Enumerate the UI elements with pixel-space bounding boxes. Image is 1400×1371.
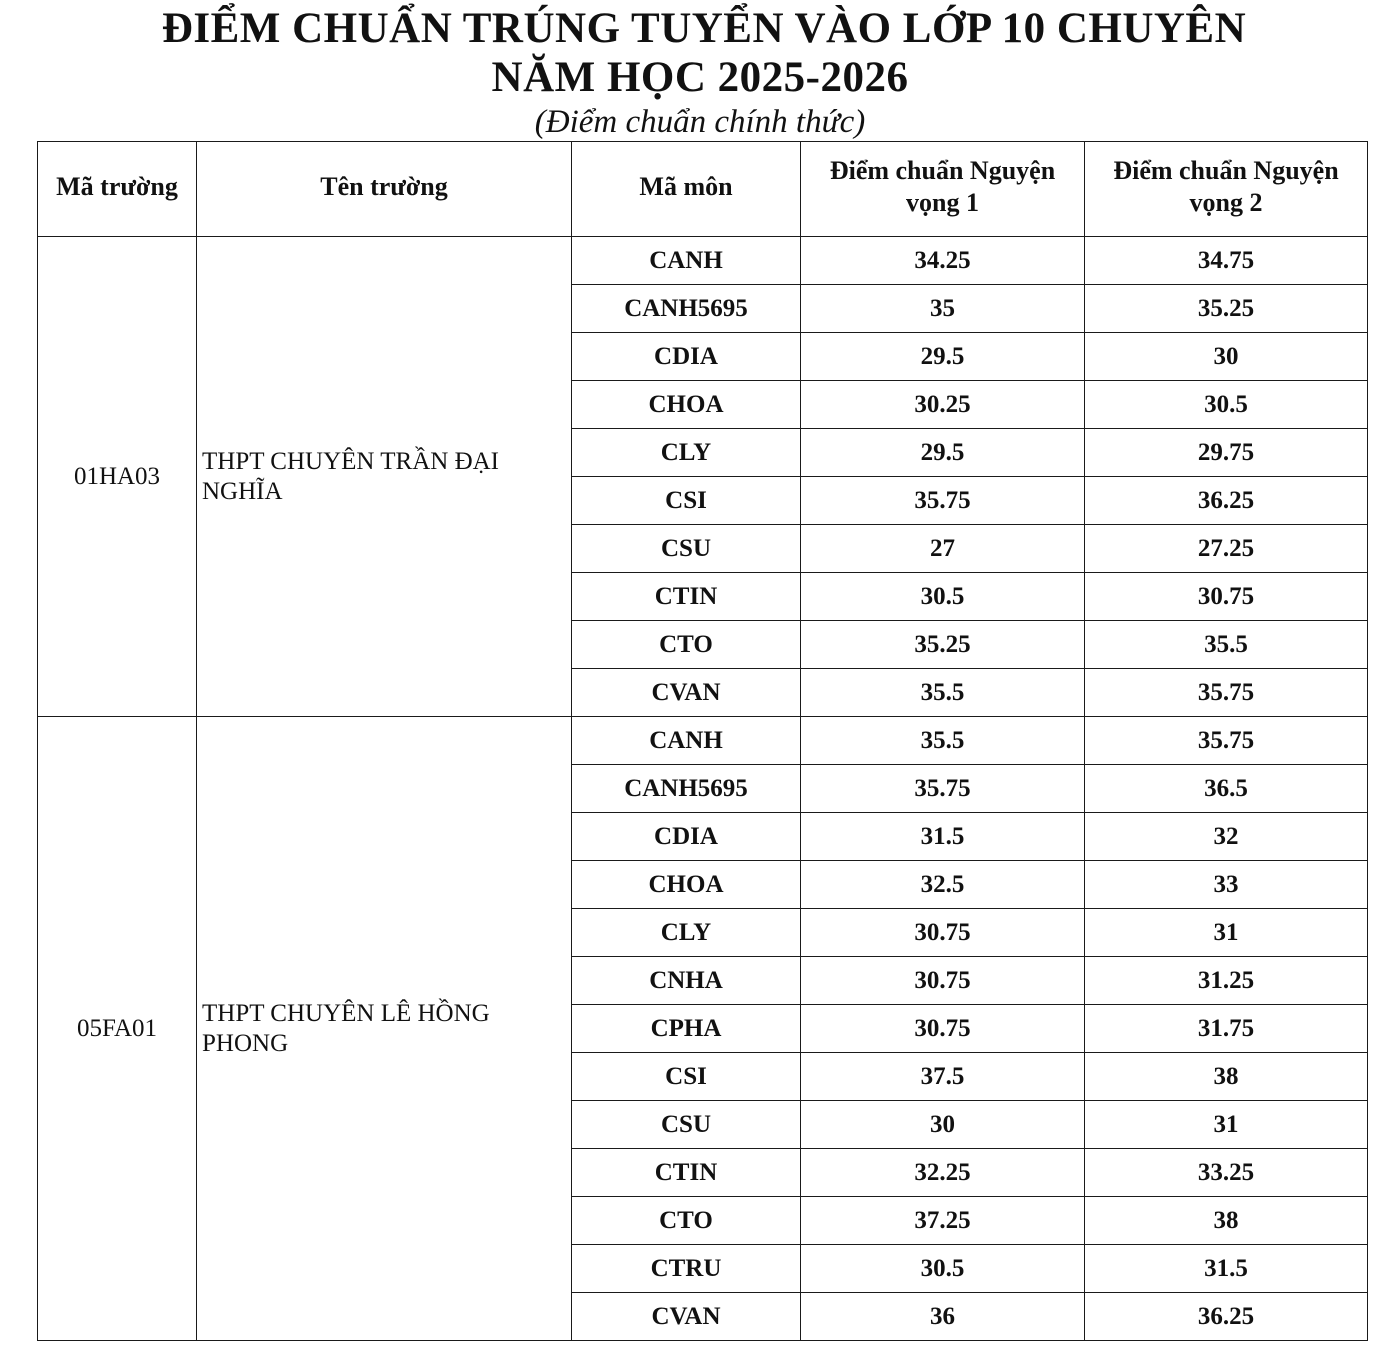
cutoff-nv2-cell: 30 xyxy=(1085,333,1368,381)
school-name-cell: THPT CHUYÊN LÊ HỒNG PHONG xyxy=(197,717,572,1341)
cutoff-nv2-cell: 33.25 xyxy=(1085,1149,1368,1197)
cutoff-nv2-cell: 31.25 xyxy=(1085,957,1368,1005)
subject-code-cell: CANH5695 xyxy=(572,765,801,813)
cutoff-nv2-cell: 31 xyxy=(1085,909,1368,957)
cutoff-nv1-cell: 29.5 xyxy=(801,429,1085,477)
cutoff-score-table xyxy=(37,141,1368,1341)
subject-code-cell: CNHA xyxy=(572,957,801,1005)
subject-code-cell: CSU xyxy=(572,525,801,573)
cutoff-nv1-cell: 30.25 xyxy=(801,381,1085,429)
column-header-cutoff-nv2: Điểm chuẩn Nguyện vọng 2 xyxy=(1085,142,1368,237)
cutoff-nv1-cell: 35.5 xyxy=(801,717,1085,765)
cutoff-nv2-cell: 33 xyxy=(1085,861,1368,909)
subject-code-cell: CTIN xyxy=(572,1149,801,1197)
subject-code-cell: CDIA xyxy=(572,333,801,381)
cutoff-nv1-cell: 30.75 xyxy=(801,909,1085,957)
cutoff-nv1-cell: 30.5 xyxy=(801,1245,1085,1293)
cutoff-nv1-cell: 35.75 xyxy=(801,477,1085,525)
cutoff-nv1-cell: 30 xyxy=(801,1101,1085,1149)
table-row xyxy=(38,237,1368,285)
cutoff-nv1-cell: 35.25 xyxy=(801,621,1085,669)
subject-code-cell: CTRU xyxy=(572,1245,801,1293)
subject-code-cell: CDIA xyxy=(572,813,801,861)
cutoff-nv2-cell: 30.5 xyxy=(1085,381,1368,429)
column-header-school-code: Mã trường xyxy=(38,142,197,237)
header-row xyxy=(38,142,1368,237)
cutoff-nv1-cell: 32.5 xyxy=(801,861,1085,909)
cutoff-nv2-cell: 38 xyxy=(1085,1197,1368,1245)
subject-code-cell: CVAN xyxy=(572,1293,801,1341)
subject-code-cell: CPHA xyxy=(572,1005,801,1053)
cutoff-nv2-cell: 36.25 xyxy=(1085,477,1368,525)
subject-code-cell: CTO xyxy=(572,621,801,669)
column-header-school-name: Tên trường xyxy=(197,142,572,237)
cutoff-nv1-cell: 30.75 xyxy=(801,1005,1085,1053)
cutoff-nv1-cell: 30.75 xyxy=(801,957,1085,1005)
cutoff-nv1-cell: 30.5 xyxy=(801,573,1085,621)
cutoff-nv2-cell: 31.5 xyxy=(1085,1245,1368,1293)
cutoff-nv2-cell: 30.75 xyxy=(1085,573,1368,621)
table-body xyxy=(38,237,1368,1341)
school-code-cell: 05FA01 xyxy=(38,717,197,1341)
cutoff-nv2-cell: 36.25 xyxy=(1085,1293,1368,1341)
cutoff-nv2-cell: 35.75 xyxy=(1085,669,1368,717)
subject-code-cell: CTO xyxy=(572,1197,801,1245)
cutoff-nv2-cell: 31.75 xyxy=(1085,1005,1368,1053)
subject-code-cell: CLY xyxy=(572,429,801,477)
page-title-line1: ĐIỂM CHUẨN TRÚNG TUYỂN VÀO LỚP 10 CHUYÊN xyxy=(161,5,1247,52)
cutoff-nv2-cell: 38 xyxy=(1085,1053,1368,1101)
cutoff-nv2-cell: 36.5 xyxy=(1085,765,1368,813)
cutoff-nv1-cell: 31.5 xyxy=(801,813,1085,861)
subject-code-cell: CHOA xyxy=(572,381,801,429)
school-name-cell: THPT CHUYÊN TRẦN ĐẠI NGHĨA xyxy=(197,237,572,717)
school-code-cell: 01HA03 xyxy=(38,237,197,717)
subject-code-cell: CLY xyxy=(572,909,801,957)
cutoff-nv2-cell: 32 xyxy=(1085,813,1368,861)
page-title-line2: NĂM HỌC 2025-2026 xyxy=(491,54,909,101)
cutoff-nv2-cell: 29.75 xyxy=(1085,429,1368,477)
cutoff-nv2-cell: 31 xyxy=(1085,1101,1368,1149)
subject-code-cell: CSI xyxy=(572,477,801,525)
subject-code-cell: CTIN xyxy=(572,573,801,621)
subject-code-cell: CANH5695 xyxy=(572,285,801,333)
cutoff-nv2-cell: 35.5 xyxy=(1085,621,1368,669)
cutoff-nv2-cell: 34.75 xyxy=(1085,237,1368,285)
subject-code-cell: CVAN xyxy=(572,669,801,717)
table-header xyxy=(38,142,1368,237)
cutoff-nv1-cell: 37.5 xyxy=(801,1053,1085,1101)
subject-code-cell: CANH xyxy=(572,717,801,765)
cutoff-nv1-cell: 27 xyxy=(801,525,1085,573)
cutoff-nv1-cell: 35.75 xyxy=(801,765,1085,813)
cutoff-nv1-cell: 35 xyxy=(801,285,1085,333)
subject-code-cell: CSI xyxy=(572,1053,801,1101)
table-row xyxy=(38,717,1368,765)
cutoff-nv1-cell: 35.5 xyxy=(801,669,1085,717)
subject-code-cell: CSU xyxy=(572,1101,801,1149)
cutoff-nv1-cell: 37.25 xyxy=(801,1197,1085,1245)
column-header-cutoff-nv1: Điểm chuẩn Nguyện vọng 1 xyxy=(801,142,1085,237)
cutoff-nv1-cell: 29.5 xyxy=(801,333,1085,381)
cutoff-nv1-cell: 34.25 xyxy=(801,237,1085,285)
page-subtitle: (Điểm chuẩn chính thức) xyxy=(534,104,866,140)
subject-code-cell: CANH xyxy=(572,237,801,285)
cutoff-nv2-cell: 27.25 xyxy=(1085,525,1368,573)
cutoff-nv1-cell: 36 xyxy=(801,1293,1085,1341)
subject-code-cell: CHOA xyxy=(572,861,801,909)
cutoff-nv2-cell: 35.25 xyxy=(1085,285,1368,333)
column-header-subject-code: Mã môn xyxy=(572,142,801,237)
cutoff-nv2-cell: 35.75 xyxy=(1085,717,1368,765)
cutoff-nv1-cell: 32.25 xyxy=(801,1149,1085,1197)
